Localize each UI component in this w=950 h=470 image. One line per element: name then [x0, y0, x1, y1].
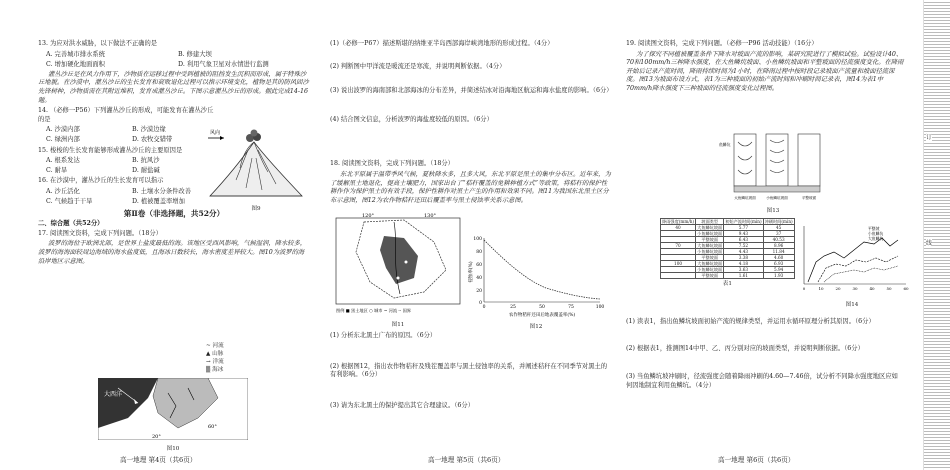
table-cell: 6.93	[763, 261, 794, 267]
legend-large: 大鱼鳞坑	[868, 236, 884, 241]
q19-passage: 为了探究不同植被覆盖条件下降水对坡面产流的影响，某研究院进行了模拟试验。试验设计40、70和100mm/h三种降水强度，在大鱼鳞坑坡面、小鱼鳞坑坡面和平整坡面的径流强度变化。在降雨开始后记录产流时间，降雨持续时间为1小时，在降雨过程中按时段记录坡面产流量和坡面径流深度。图13为坡面布设方式，表1为三种坡面的初始产流时间和冲刷时间记录表，图14为表1中70mm/h降水强度下三种坡面的径流强度变化过程图。	[626, 50, 904, 92]
x-tick: 0	[802, 286, 806, 291]
q18-part2: (2) 根据图12，指出农作物秸秆及残茬覆盖率与黑土侵蚀率的关系，并阐述秸秆在不同季节对黑土的有利影响。（6分）	[330, 362, 608, 379]
q13-option-b: B. 修建大坝	[178, 50, 212, 58]
table-row	[661, 273, 795, 279]
figure-11-caption: 图11	[391, 322, 405, 328]
q17-part4: (4) 结合图文信息，分析波罗的海盐度较低的原因。（6分）	[330, 115, 493, 123]
section-2-subtitle: 二、综合题（共52分）	[38, 220, 104, 228]
x-tick: 0	[482, 305, 486, 310]
y-tick: 100	[473, 237, 482, 242]
table-1-caption: 表1	[722, 281, 732, 287]
latitude-label: 60°	[208, 424, 217, 430]
q15-options-row2	[46, 167, 218, 176]
table-cell: 小鱼鳞坑坡面	[697, 231, 723, 236]
q15-options-row1	[46, 157, 218, 166]
q16-option-b: B. 土壤水分条件改善	[132, 187, 192, 195]
page-4	[0, 0, 318, 470]
page6-footer: 高一地理 第6页（共6页）	[718, 456, 795, 464]
q19-part1: (1) 读表1，指出鱼鳞坑坡面初始产流的规律类型，并运用水循环原理分析其原因。（6分）	[626, 318, 875, 325]
table-cell: 1.61	[724, 273, 763, 279]
q13-options-row2	[46, 61, 310, 70]
y-tick: 0	[479, 301, 482, 306]
q16-stem: 16. 在沙漠中，灌丛沙丘的生长发育可以指示	[38, 177, 164, 185]
x-tick: 75	[568, 305, 574, 310]
figure-10-caption: 图10	[166, 446, 180, 452]
q13-option-d: D. 利用气象卫星对水情进行监测	[178, 60, 269, 68]
longitude-label: 20°	[152, 434, 161, 440]
q16-options-row2	[46, 198, 218, 207]
longitude-120: 120°	[362, 213, 375, 219]
legend-flat: 平整坡	[868, 226, 880, 231]
slope-label-small: 小鱼鳞坑坡面	[766, 196, 788, 200]
q14-option-d: D. 农牧交错带	[132, 136, 173, 144]
page6-bottom	[626, 318, 904, 392]
table-header-row: 降雨强度(mm/h) 坡面类型 初始产流时间(min) 冲刷时间(min)	[662, 219, 793, 224]
q15-option-d: D. 耐盐碱	[132, 167, 160, 175]
q18-passage: 东北平原属于温带季风气候，夏秋降水多，且多大风，东北平原是黑土的集中分布区。近年来，为了缓解黑土地退化，提高土壤肥力，国家出台了“秸秆覆盖的免耕种植方式”等政策，将秸秆的保护性耕作作为保护黑土的有效手段，保护性耕作对黑土产生的作用和效果不同。图11为我国东北黑土区分布示意图，图12为农作物秸秆还田后覆盖率与黑土侵蚀率关系示意图。	[330, 170, 611, 204]
table-cell: 4.18	[724, 261, 763, 267]
q15-option-a: A. 根系发达	[46, 157, 80, 165]
figure-11	[334, 212, 462, 326]
q13-option-c: C. 增加硬化地面面积	[46, 60, 105, 68]
q15-stem: 15. 梭梭的生长发育能够形成灌丛沙丘的主要原因是	[38, 146, 183, 154]
q16-option-d: D. 植被覆盖率增加	[132, 198, 185, 205]
q18-part1: (1) 分析东北黑土广布的原因。（6分）	[330, 332, 437, 339]
q16-option-c: C. 气候趋于干旱	[46, 198, 93, 205]
table-cell: 平整坡面	[696, 273, 724, 279]
legend-sea-ice: ▒ 海冰	[206, 367, 224, 373]
legend-river: ~ 河流	[206, 343, 224, 349]
series-large-pit	[824, 266, 898, 282]
q13-options-row1	[46, 51, 310, 60]
table-cell: 5.94	[763, 267, 794, 273]
figure-12	[466, 232, 606, 328]
table-cell: 7.52	[724, 243, 763, 249]
table-cell: 大鱼鳞坑坡面	[697, 243, 723, 248]
table-cell: 小鱼鳞坑坡面	[697, 249, 723, 254]
table-cell: 1.93	[763, 273, 794, 279]
table-cell: 45	[763, 225, 794, 231]
x-tick: 40	[869, 286, 875, 291]
q18-head: 18. 阅读图文资料，完成下列问题。（18分）	[330, 160, 454, 168]
binding-mark-2: 线	[926, 240, 933, 247]
x-tick: 10	[818, 286, 824, 291]
x-axis-label: 农作物秸秆还田后地表覆盖率(%)	[508, 313, 576, 318]
figure-14-caption: 图14	[845, 302, 859, 308]
dune-diagram	[206, 128, 306, 200]
x-tick: 25	[510, 305, 516, 310]
table-cell: 6.43	[724, 237, 763, 243]
q17-passage: 波罗的海位于欧洲北部，是世界上盐度最低的海。该地区受西风影响，气候湿润，降水较多，波罗的海海面较周边海域的海水盐度低，且海冰日数较长，海水密度差异较大。图10为波罗的海沿岸地区示意图。	[38, 240, 307, 265]
x-tick: 60	[903, 286, 909, 291]
table-cell: 大鱼鳞坑坡面	[697, 225, 723, 230]
page5-footer: 高一地理 第5页（共6页）	[428, 456, 505, 464]
slope-layout-diagram	[718, 128, 828, 202]
figure-14	[794, 222, 910, 306]
table-cell: 70	[661, 243, 696, 249]
figure-13-caption: 图13	[766, 208, 780, 214]
table-cell: 平整坡面	[696, 255, 724, 261]
erosion-chart	[466, 232, 606, 318]
q13-stem: 13. 为应对洪水威胁，以下做法不正确的是	[38, 40, 158, 47]
legend-small: 小鱼鳞坑	[868, 231, 884, 236]
y-tick: 60	[476, 263, 482, 268]
legend-mountain: ▲ 山脉	[206, 351, 224, 357]
table-cell: 3.63	[724, 267, 763, 273]
table-cell: 37	[763, 231, 794, 237]
q16-option-a: A. 沙丘活化	[46, 187, 80, 195]
q19-part3: (3) 当鱼鳞坑坡冲刷时，径流强度会随着降雨冲刷的4.60—7.46倍，试分析不同降水强度地区应如何因地制宜利用鱼鳞坑。（4分）	[626, 373, 898, 389]
q14-stem: 14. （必修一P56）下列灌丛沙丘的形成，可能发育在灌丛沙丘的是	[38, 107, 214, 123]
q17-part2: (2) 判断图中甲洋流是暖流还是寒流，并说明判断依据。（4分）	[330, 62, 506, 70]
section-2-title: 第Ⅱ卷（非选择题，共52分）	[123, 208, 225, 218]
table-cell: 40.53	[763, 237, 794, 243]
q14-options-row1	[46, 126, 221, 136]
q17-part3: (3) 说出波罗的海南部和北部海冰的分布差异，并简述结冰对沿海地区航运和海水盐度的影响。（6分）	[330, 87, 613, 95]
figure-10	[98, 378, 248, 450]
table-cell: 平整坡面	[696, 237, 724, 243]
binding-margin	[923, 0, 950, 470]
x-tick: 50	[886, 286, 892, 291]
page5-bottom	[330, 332, 612, 412]
page6-column	[626, 40, 904, 96]
fig11-legend: 图例 ■ 黑土地区 ○ 城市 ~ 河流 -- 国界	[336, 308, 411, 313]
table-cell: 9.43	[724, 231, 763, 237]
q14-option-c: C. 绿洲内部	[46, 136, 80, 144]
atlantic-label: 大西洋	[104, 391, 123, 398]
q15-option-c: C. 耐旱	[46, 167, 68, 175]
q17-part1: (1)（必修一P67）描述斯堪的纳维亚半岛西部海岸峡湾地形的形成过程。（4分）	[330, 40, 554, 47]
passage-dunes: 灌丛沙丘是在风力作用下，沙物质在运移过程中受到植被的阻挡发生沉积而形成，属于特殊沙丘地貌。在沙漠中，灌丛沙丘的生长发育和衰败退化过程可以指示环境变化，植物是其的防风固沙先锋树种，沙物质需在其附近堆积，发育成灌丛沙丘。下图示意灌丛沙丘的形成。据此完成14-16题。	[38, 70, 309, 104]
q14-options-row2	[46, 136, 218, 145]
x-tick: 30	[852, 286, 858, 291]
x-tick: 50	[539, 305, 545, 310]
table-cell: 小鱼鳞坑坡面	[697, 267, 723, 272]
q13-option-a: A. 完善城市排水系统	[46, 50, 105, 58]
q14-option-b: B. 沙漠边缘	[132, 126, 166, 134]
page-6	[618, 0, 918, 470]
table-cell: 4.60	[763, 255, 794, 261]
runoff-intensity-chart	[794, 222, 910, 296]
q15-option-b: B. 抗风沙	[132, 157, 160, 165]
figure-12-caption: 图12	[529, 324, 543, 330]
q19-part2: (2) 根据表1，推测图14中甲、乙、丙分别对应的坡面类型，并说明判断依据。（6分）	[626, 344, 864, 352]
table-cell: 11.84	[763, 249, 794, 255]
figure-9-caption: 图9	[251, 206, 261, 212]
table-cell: 大鱼鳞坑坡面	[697, 261, 723, 266]
northeast-map	[334, 212, 462, 316]
figure-10-legend	[206, 342, 224, 374]
q17-head: 17. 阅读图文资料，完成下列问题。（18分）	[38, 229, 162, 237]
baltic-map	[98, 378, 248, 440]
slope-label-large: 大鱼鳞坑坡面	[734, 196, 756, 200]
page4-footer: 高一地理 第4页（共6页）	[120, 456, 197, 464]
y-tick: 40	[476, 276, 482, 281]
table-cell: 100	[661, 261, 696, 267]
figure-13	[718, 128, 828, 212]
longitude-130: 130°	[424, 213, 437, 219]
table-1	[660, 218, 795, 287]
x-tick: 20	[835, 286, 841, 291]
table-cell: 3.38	[724, 255, 763, 261]
q19-head: 19. 阅读图文资料，完成下列问题。（必修一P96 活动技能）（16分）	[626, 40, 818, 47]
page-5	[318, 0, 618, 470]
q14-option-a: A. 沙漠内部	[46, 126, 80, 134]
erosion-curve	[484, 240, 600, 299]
q16-options-row1	[46, 188, 218, 197]
x-tick: 100	[595, 305, 605, 310]
y-tick: 80	[476, 250, 482, 255]
table-cell	[661, 273, 696, 279]
legend-current: → 洋流	[206, 359, 224, 365]
slope-label-flat: 平整坡面	[801, 196, 817, 200]
table-cell: 4.43	[724, 249, 763, 255]
y-axis-label: 侵蚀率(%)	[469, 261, 474, 283]
wind-direction-label: 风向	[210, 130, 221, 136]
page5-column	[330, 40, 612, 207]
binding-mark-1: 订	[926, 134, 933, 141]
y-tick: 20	[476, 289, 482, 294]
runoff-table	[660, 218, 795, 279]
table-cell: 40	[661, 225, 696, 231]
label-fish-scale-pit: 鱼鳞坑	[719, 142, 731, 147]
series-small-pit	[818, 256, 898, 282]
table-cell: 5.77	[724, 225, 763, 231]
figure-9	[206, 128, 306, 210]
q18-part3: (3) 请为东北黑土的保护提出其它合理建议。（6分）	[330, 401, 475, 409]
table-cell: 8.96	[763, 243, 794, 249]
